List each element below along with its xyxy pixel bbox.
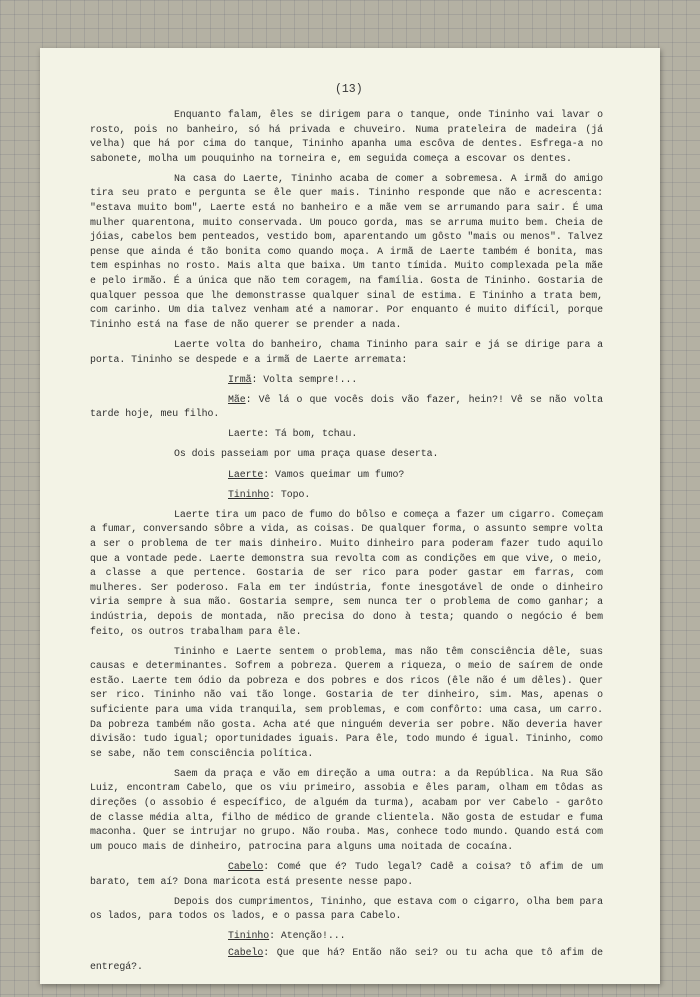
speaker-name: Tininho xyxy=(228,488,270,500)
paragraph: Enquanto falam, êles se dirigem para o tanque, onde Tininho vai lavar o rosto, pois no banheiro, só há privada e chuveiro. Numa prateleira de madeira (já velha) que há por cima do tanque, Tininho apanha uma escôva de dentes. Esfrega-a no sabonete, molha um pouquinho na torneira e, em seguida começa a escovar os dentes. xyxy=(90,109,603,164)
dialog-text: Laerte: Tá bom, tchau. xyxy=(228,428,358,440)
dialog-line xyxy=(90,393,603,422)
dialog-text: : Comé que é? Tudo legal? Cadê a coisa? tô afim de um barato, tem aí? Dona maricota está presente nesse papo. xyxy=(90,860,603,887)
dialog-text: : Volta sempre!... xyxy=(251,373,358,385)
dialog-line xyxy=(90,929,603,944)
speaker-name: Cabelo xyxy=(228,946,264,958)
speaker-name: Laerte xyxy=(228,468,264,480)
paragraph: Saem da praça e vão em direção a uma outra: a da República. Na Rua São Luiz, encontram Cabelo, que os viu primeiro, assobia e êles param, olham em tôdas as direções (o assobio é específico, de alguém da turma), acabam por ver Cabelo - garôto de classe média alta, filho de médico de grande clientela. Não gosta de estudar e fuma maconha. Quer se intrujar no grupo. Não rouba. Mas, conhece todo mundo. Quando está com um pouco mais de dinheiro, patrocina para alguns uma noitada de cocaína. xyxy=(90,767,603,852)
paragraph: Laerte volta do banheiro, chama Tininho para sair e já se dirige para a porta. Tininho se despede e a irmã de Laerte arremata: xyxy=(90,338,603,365)
paragraph: Tininho e Laerte sentem o problema, mas não têm consciência dêle, suas causas e determinantes. Sofrem a pobreza. Querem a riqueza, o meio de saírem de onde estão. Laerte tem ódio da pobreza e dos pobres e dos ricos (êle não é um dêles). Quer ser rico. Tininho não vai tão longe. Gostaria de ter dinheiro, sim. Mas, apenas o suficiente para uma vida tranquila, sem problemas, e com confôrto: uma casa, um carro. Da pobreza também não gosta. Acha até que ninguém deveria ser pobre. Não deveria haver divisão: tudo igual; oportunidades iguais. Para êle, todo mundo é igual. Tininho, como se sabe, não tem consciência política. xyxy=(90,645,603,759)
speaker-name: Tininho xyxy=(228,930,270,942)
dialog-text: : Vamos queimar um fumo? xyxy=(263,468,405,480)
dialog-line xyxy=(90,946,603,975)
dialog-text: : Que que há? Então não sei? ou tu acha que tô afim de entregá?. xyxy=(90,946,603,973)
dialog-line xyxy=(90,468,603,483)
paragraph: Laerte tira um paco de fumo do bôlso e começa a fazer um cigarro. Começam a fumar, conversando sôbre a vida, as coisas. De qualquer forma, o assunto sempre volta a ser o problema de ter mais dinheiro. Muito dinheiro para poderam fazer tudo aquilo que a vontade pede. Laerte demonstra sua revolta com as condições em que vive, o meio, a classe a que pertence. Gostaria de ser rico para poder gastar em farras, com mulheres. Ser poderoso. Fala em ter indústria, fonte inesgotável de onde o dinheiro viria sempre à sua mão. Gostaria sempre, sem nunca ter o problema de como ganhar; a indústria, depois de montada, não precisa do dono à testa; quando o negócio é bem feito, os outros trabalham para êle. xyxy=(90,508,603,637)
page-number: (13) xyxy=(335,83,363,96)
speaker-name: Mãe xyxy=(228,393,246,405)
dialog-text: : Topo. xyxy=(269,488,311,500)
dialog-text: : Atenção!... xyxy=(269,930,346,942)
paragraph: Na casa do Laerte, Tininho acaba de comer a sobremesa. A irmã do amigo tira seu prato e pergunta se êle quer mais. Tininho responde que não e acrescenta: "estava muito bom", Laerte está no banheiro e a mãe vem se arrumando para sair. É uma mulher quarentona, muito conservada. Um pouco gorda, mas se arruma muito bem. Cheia de jóias, cabelos bem penteados, vestido bom, aparentando um gôsto "mais ou menos". Talvez pense que ainda é tão bonita como quando moça. A irmã de Laerte também é bonita, mas tem espinhas no rosto. Mais alta que baixa. Um tanto tímida. Muito complexada pela mãe e pelo irmão. É a única que não tem coragem, na família. Gosta de Tininho. Gostaria de qualquer pessoa que lhe demonstrasse qualquer sinal de estima. E Tininho a trata bem, com carinho. Um dia talvez venham até a namorar. Por enquanto é muito difícil, porque Tininho está na fase de não querer se prender a nada. xyxy=(90,172,603,330)
typewritten-text xyxy=(90,108,603,981)
plain-line: Os dois passeiam por uma praça quase deserta. xyxy=(174,448,439,460)
speaker-name: Cabelo xyxy=(228,860,264,872)
dialog-text: : Vê lá o que vocês dois vão fazer, hein?! Vê se não volta tarde hoje, meu filho. xyxy=(90,393,603,420)
dialog-line xyxy=(90,488,603,503)
speaker-name: Irmã xyxy=(228,373,252,385)
dialog-line xyxy=(90,373,603,388)
paragraph: Depois dos cumprimentos, Tininho, que estava com o cigarro, olha bem para os lados, para todos os lados, e o passa para Cabelo. xyxy=(90,895,603,922)
dialog-line xyxy=(90,860,603,889)
dialog-line xyxy=(90,427,603,442)
